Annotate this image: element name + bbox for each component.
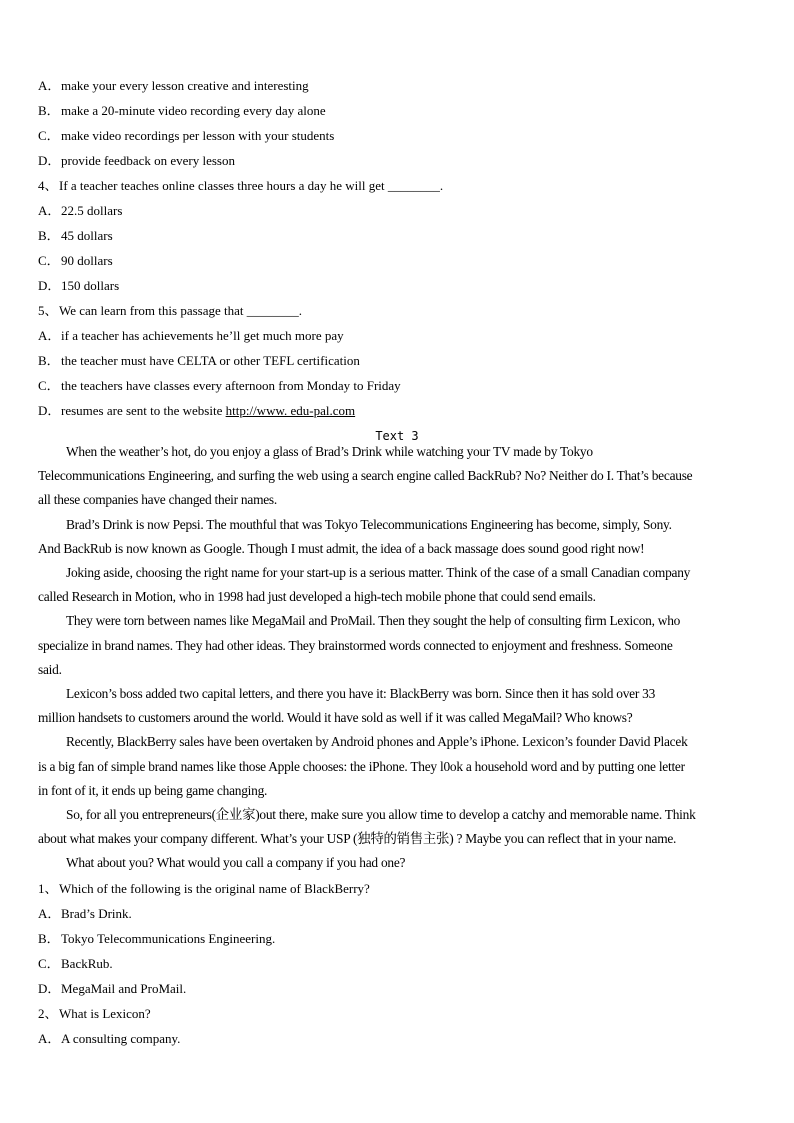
question-number: 4、	[38, 178, 58, 193]
option-label: A．	[38, 906, 61, 921]
section-heading: Text 3	[375, 429, 419, 443]
passage-line: Lexicon’s boss added two capital letters, and there you have it: BlackBerry was born. Since then it has sold over 33	[66, 686, 656, 701]
option-text: Tokyo Telecommunications Engineering.	[61, 931, 276, 946]
option-text: MegaMail and ProMail.	[61, 981, 187, 996]
option-text: the teacher must have CELTA or other TEFL certification	[61, 353, 360, 368]
option-text: Brad’s Drink.	[61, 906, 132, 921]
q4-option-c	[38, 253, 113, 269]
option-text: the teachers have classes every afternoon from Monday to Friday	[61, 378, 401, 393]
q5-option-d	[38, 403, 355, 419]
passage-line: They were torn between names like MegaMail and ProMail. Then they sought the help of consulting firm Lexicon, who	[66, 613, 681, 629]
passage-line: about what makes your company different. What’s your USP (独特的销售主张) ? Maybe you can reflect that in your name.	[38, 831, 677, 847]
t3q1-option-a	[38, 906, 132, 922]
passage-line: Recently, BlackBerry sales have been overtaken by Android phones and Apple’s iPhone. Lexicon’s founder David Placek	[66, 734, 688, 750]
website-link[interactable]: http://www. edu-pal.com	[225, 403, 356, 418]
option-label: C．	[38, 378, 60, 393]
option-label: A．	[38, 328, 61, 343]
option-text: make video recordings per lesson with your students	[61, 128, 335, 143]
q5-option-a	[38, 328, 344, 344]
t3q1-option-c	[38, 956, 113, 972]
q3-option-d	[38, 153, 235, 169]
option-label: A．	[38, 78, 61, 93]
option-text: 150 dollars	[61, 278, 120, 293]
option-label: D．	[38, 278, 61, 293]
q4-option-b	[38, 228, 113, 244]
option-text: make a 20-minute video recording every day alone	[61, 103, 326, 118]
option-text: 45 dollars	[61, 228, 113, 243]
passage-line: Brad’s Drink is now Pepsi. The mouthful that was Tokyo Telecommunications Engineering has become, simply, Sony.	[66, 516, 672, 532]
option-text: BackRub.	[61, 956, 113, 971]
passage-line: called Research in Motion, who in 1998 had just developed a high-tech mobile phone that could send emails.	[38, 589, 596, 605]
option-label: C．	[38, 128, 60, 143]
question-text: If a teacher teaches online classes three hours a day he will get ________.	[59, 178, 444, 193]
q3-option-a	[38, 78, 309, 94]
q3-option-b	[38, 103, 326, 119]
option-text: if a teacher has achievements he’ll get much more pay	[61, 328, 344, 343]
question-4	[38, 178, 443, 194]
passage-line: And BackRub is now known as Google. Though I must admit, the idea of a back massage does sound good right now!	[38, 540, 645, 556]
option-label: B．	[38, 103, 60, 118]
option-label: B．	[38, 353, 60, 368]
question-text: Which of the following is the original name of BlackBerry?	[59, 881, 370, 896]
option-text: resumes are sent to the website	[61, 403, 226, 418]
option-label: D．	[38, 981, 61, 996]
option-label: A．	[38, 203, 61, 218]
passage-line: million handsets to customers around the world. Would it have sold as well if it was called MegaMail? Who knows?	[38, 710, 633, 726]
question-text: We can learn from this passage that ________.	[59, 303, 302, 318]
option-label: D．	[38, 153, 61, 168]
t3-question-2	[38, 1006, 151, 1022]
passage-line: When the weather’s hot, do you enjoy a glass of Brad’s Drink while watching your TV made by Tokyo	[66, 444, 593, 459]
option-label: C．	[38, 253, 60, 268]
passage-line: all these companies have changed their names.	[38, 492, 277, 508]
option-text: make your every lesson creative and interesting	[61, 78, 309, 93]
q4-option-a	[38, 203, 122, 219]
passage-line: in font of it, it ends up being game changing.	[38, 782, 268, 798]
option-text: provide feedback on every lesson	[61, 153, 235, 168]
option-label: B．	[38, 931, 60, 946]
passage-line: Joking aside, choosing the right name for your start-up is a serious matter. Think of the case of a small Canadian company	[66, 565, 691, 580]
passage-line: said.	[38, 661, 62, 677]
passage-line: What about you? What would you call a company if you had one?	[66, 855, 406, 871]
option-label: C．	[38, 956, 60, 971]
option-text: 90 dollars	[61, 253, 113, 268]
passage-line: specialize in brand names. They had other ideas. They brainstormed words connected to enjoyment and freshness. Someone	[38, 637, 673, 653]
question-5	[38, 303, 302, 319]
question-number: 2、	[38, 1006, 58, 1021]
t3q1-option-d	[38, 981, 186, 997]
question-number: 5、	[38, 303, 58, 318]
t3q2-option-a	[38, 1031, 180, 1047]
passage-line: Telecommunications Engineering, and surfing the web using a search engine called BackRub? No? Neither do I. That’s because	[38, 468, 693, 484]
option-label: B．	[38, 228, 60, 243]
q5-option-b	[38, 353, 360, 369]
passage-line: is a big fan of simple brand names like those Apple chooses: the iPhone. They l0ok a household word and by putting one letter	[38, 758, 685, 774]
q4-option-d	[38, 278, 119, 294]
q3-option-c	[38, 128, 334, 144]
option-label: D．	[38, 403, 61, 418]
t3q1-option-b	[38, 931, 275, 947]
question-text: What is Lexicon?	[59, 1006, 151, 1021]
t3-question-1	[38, 881, 370, 897]
q5-option-c	[38, 378, 401, 394]
passage-line: So, for all you entrepreneurs(企业家)out there, make sure you allow time to develop a catchy and memorable name. Think	[66, 807, 696, 822]
question-number: 1、	[38, 881, 58, 896]
option-text: 22.5 dollars	[61, 203, 123, 218]
option-text: A consulting company.	[61, 1031, 181, 1046]
option-label: A．	[38, 1031, 61, 1046]
